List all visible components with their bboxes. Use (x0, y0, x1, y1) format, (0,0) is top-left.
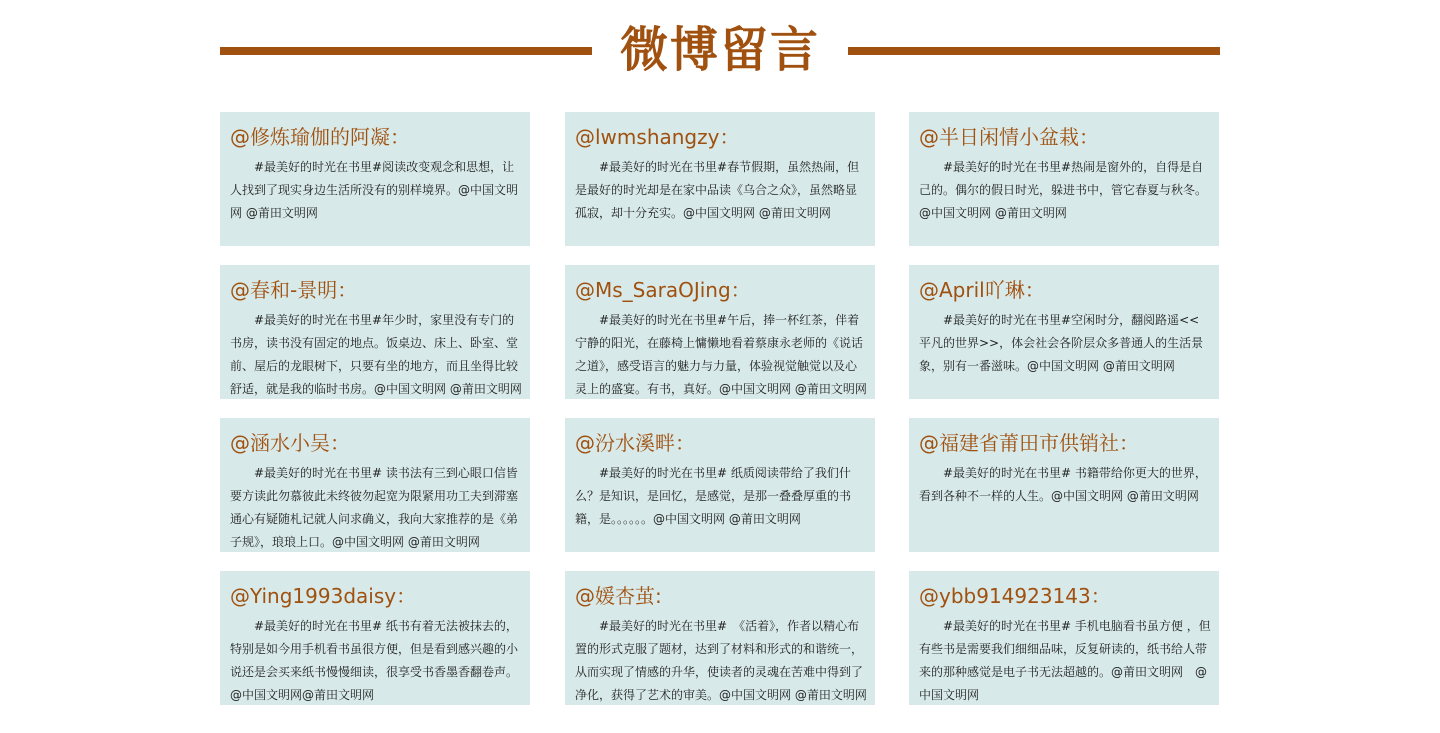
comment-card (909, 571, 1219, 705)
comment-author[interactable]: @汾水溪畔： (575, 431, 695, 455)
comment-text: #最美好的时光在书里# 纸质阅读带给了我们什么？是知识，是回忆，是感觉，是那一叠叠厚重的书籍，是。。。。。。@中国文明网 @莆田文明网 (575, 466, 852, 526)
comment-text: #最美好的时光在书里#年少时，家里没有专门的书房，读书没有固定的地点。饭桌边、床上、卧室、堂前、屋后的龙眼树下，只要有坐的地方，而且坐得比较舒适，就是我的临时书房。@中国文明网 @莆田文明网 (230, 313, 522, 396)
comment-author[interactable]: @ybb914923143： (919, 584, 1111, 608)
comment-author[interactable]: @媛杏茧: (575, 584, 662, 608)
comment-card (220, 418, 530, 552)
comment-text: #最美好的时光在书里#热闹是窗外的，自得是自己的。偶尔的假日时光，躲进书中，管它春夏与秋冬。@中国文明网 @莆田文明网 (919, 160, 1208, 220)
comment-author[interactable]: @涵水小吴： (230, 431, 350, 455)
comment-card (565, 418, 875, 552)
comment-card (909, 265, 1219, 399)
comment-card (220, 265, 530, 399)
comment-grid (220, 112, 1220, 707)
header-right-rule (848, 47, 1220, 55)
comment-text: #最美好的时光在书里# 读书法有三到心眼口信皆要方读此勿慕彼此未终彼勿起宽为限紧用功工夫到滞塞通心有疑随札记就人问求确义，我向大家推荐的是《弟子规》，琅琅上口。@中国文明网 @莆田文明网 (230, 466, 519, 549)
comment-text: #最美好的时光在书里#阅读改变观念和思想，让人找到了现实身边生活所没有的别样境界。@中国文明网 @莆田文明网 (230, 160, 519, 220)
comment-text: #最美好的时光在书里# 纸书有着无法被抹去的，特别是如今用手机看书虽很方便，但是看到感兴趣的小说还是会买来纸书慢慢细读，很享受书香墨香翻卷声。@中国文明网@莆田文明网 (230, 619, 519, 702)
comment-card (220, 571, 530, 705)
comment-author[interactable]: @半日闲情小盆栽： (919, 125, 1099, 149)
comment-author[interactable]: @lwmshangzy： (575, 125, 740, 149)
comment-author[interactable]: @春和-景明： (230, 278, 358, 302)
page-title: 微博留言 (619, 22, 820, 78)
comment-text: #最美好的时光在书里#春节假期，虽然热闹，但是最好的时光却是在家中品读《乌合之众》，虽然略显孤寂，却十分充实。@中国文明网 @莆田文明网 (575, 160, 860, 220)
header-left-rule (220, 47, 592, 55)
comment-author[interactable]: @Ms_SaraOJing： (575, 278, 751, 302)
comment-author[interactable]: @福建省莆田市供销社： (919, 431, 1139, 455)
comment-author[interactable]: @修炼瑜伽的阿凝： (230, 125, 410, 149)
comment-card (565, 265, 875, 399)
comment-author[interactable]: @April吖琳： (919, 278, 1045, 302)
comment-card (565, 112, 875, 246)
comment-card (909, 112, 1219, 246)
comment-text: #最美好的时光在书里# 《活着》，作者以精心布置的形式克服了题材，达到了材料和形式的和谐统一，从而实现了情感的升华，使读者的灵魂在苦难中得到了净化，获得了艺术的审美。@中国文明网 @莆田文明网 (575, 619, 867, 702)
section-header (220, 18, 1220, 82)
comment-text: #最美好的时光在书里#空闲时分，翻阅路遥<<平凡的世界>>，体会社会各阶层众多普通人的生活景象，别有一番滋味。@中国文明网 @莆田文明网 (919, 313, 1204, 373)
comment-card (909, 418, 1219, 552)
comment-author[interactable]: @Ying1993daisy： (230, 584, 417, 608)
comment-text: #最美好的时光在书里#午后，捧一杯红茶，伴着宁静的阳光，在藤椅上慵懒地看着蔡康永老师的《说话之道》，感受语言的魅力与力量，体验视觉触觉以及心灵上的盛宴。有书，真好。@中国文明网 @莆田文明网 (575, 313, 867, 396)
comment-card (220, 112, 530, 246)
comment-card (565, 571, 875, 705)
comment-text: #最美好的时光在书里# 书籍带给你更大的世界，看到各种不一样的人生。@中国文明网 @莆田文明网 (919, 466, 1207, 503)
comment-text: #最美好的时光在书里# 手机电脑看书虽方便 ，但有些书是需要我们细细品味，反复研读的，纸书给人带来的那种感觉是电子书无法超越的。@莆田文明网 @中国文明网 (919, 619, 1211, 702)
